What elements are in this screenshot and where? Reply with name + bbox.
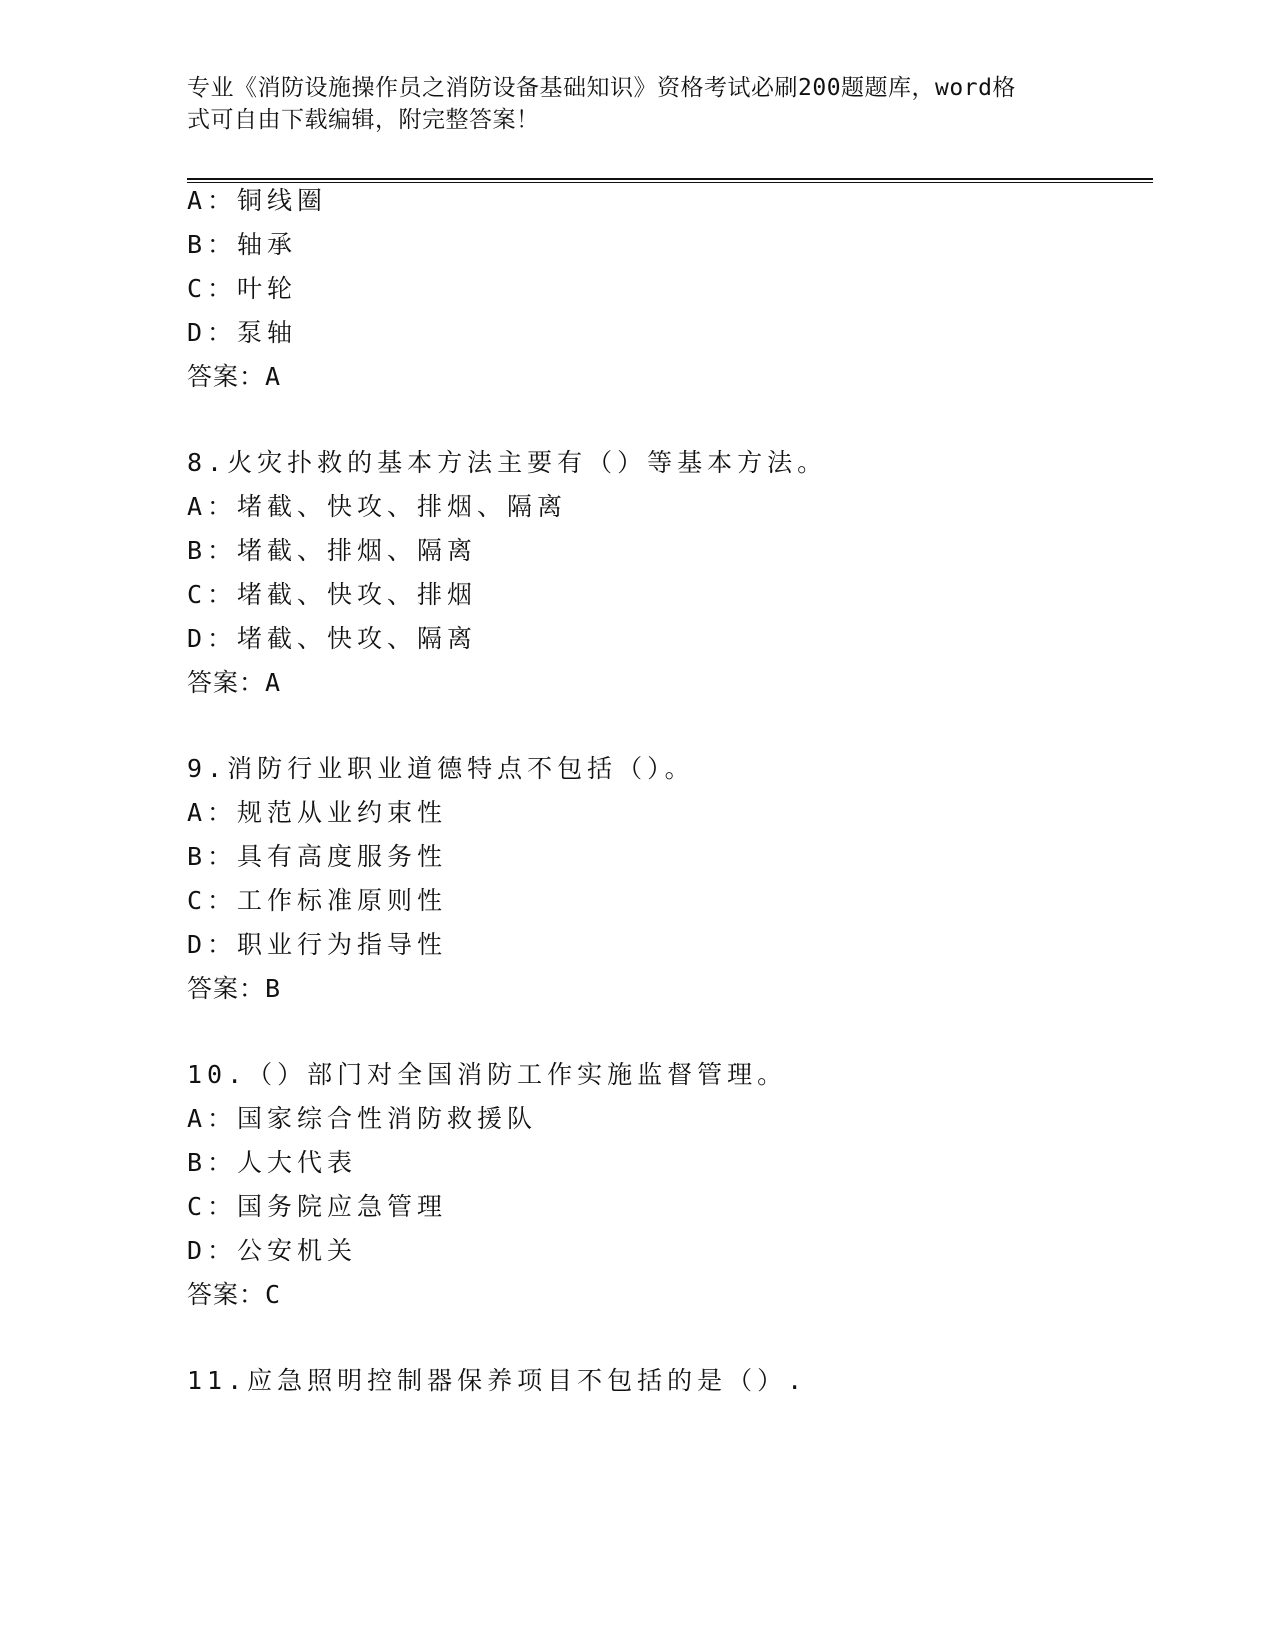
- q8-question: 8.火灾扑救的基本方法主要有（）等基本方法。: [187, 448, 828, 477]
- header-line-2: 式可自由下载编辑，附完整答案！: [187, 107, 540, 133]
- q7-option-b: B：轴承: [187, 230, 298, 259]
- q9-option-a: A：规范从业约束性: [187, 798, 448, 827]
- q8-option-b: B：堵截、排烟、隔离: [187, 536, 478, 565]
- q8-option-c: C：堵截、快攻、排烟: [187, 580, 478, 609]
- header-line-1: 专业《消防设施操作员之消防设备基础知识》资格考试必刷200题题库，word格: [187, 75, 1016, 101]
- q7-option-c: C：叶轮: [187, 274, 298, 303]
- q10-option-b: B：人大代表: [187, 1148, 358, 1177]
- q9-option-c: C：工作标准原则性: [187, 886, 448, 915]
- q8-option-d: D：堵截、快攻、隔离: [187, 624, 478, 653]
- header-divider: [187, 178, 1153, 183]
- q7-option-d: D：泵轴: [187, 318, 298, 347]
- q9-option-d: D：职业行为指导性: [187, 930, 448, 959]
- q8-option-a: A：堵截、快攻、排烟、隔离: [187, 492, 568, 521]
- q7-option-a: A：铜线圈: [187, 186, 328, 215]
- q9-question: 9.消防行业职业道德特点不包括（）。: [187, 754, 695, 783]
- q8-answer: 答案：A: [187, 668, 282, 697]
- q9-answer: 答案：B: [187, 974, 282, 1003]
- q10-option-d: D：公安机关: [187, 1236, 358, 1265]
- q7-answer: 答案：A: [187, 362, 282, 391]
- q10-answer: 答案：C: [187, 1280, 282, 1309]
- document-header: [187, 72, 1067, 136]
- q10-option-a: A：国家综合性消防救援队: [187, 1104, 538, 1133]
- q9-option-b: B：具有高度服务性: [187, 842, 448, 871]
- q11-question: 11.应急照明控制器保养项目不包括的是（）.: [187, 1366, 808, 1395]
- q10-option-c: C：国务院应急管理: [187, 1192, 448, 1221]
- q10-question: 10.（）部门对全国消防工作实施监督管理。: [187, 1060, 788, 1089]
